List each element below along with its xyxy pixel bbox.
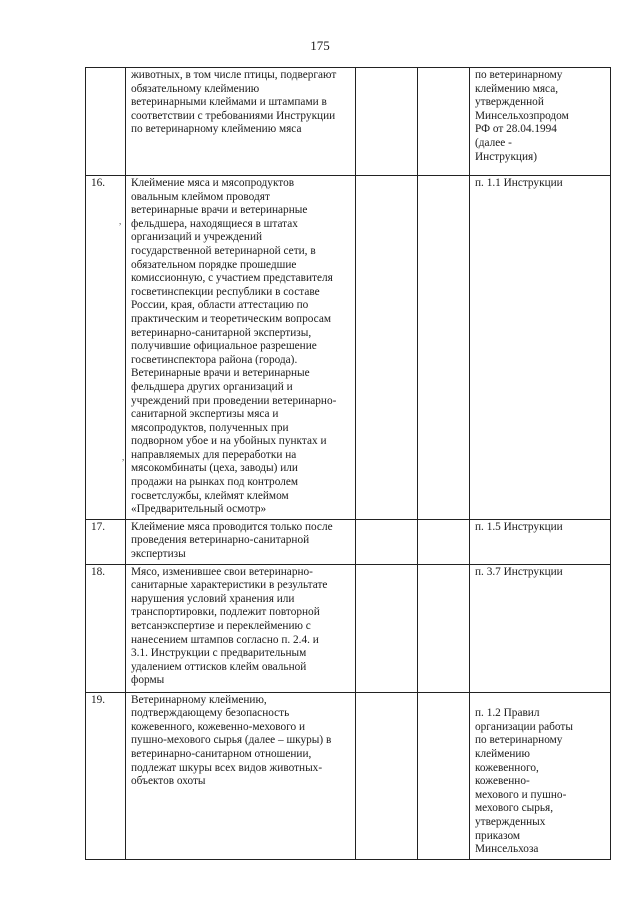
text-line: мясокомбинаты (цеха, заводы) или <box>131 462 298 475</box>
table-row <box>86 564 611 692</box>
text-line: обязательному клеймению <box>131 82 260 95</box>
requirement-text <box>126 68 356 176</box>
reference-line: п. 1.1 Инструкции <box>475 177 563 189</box>
text-line: фельдшера, находящиеся в штатах <box>131 217 298 230</box>
text-line: экспертизы <box>131 548 186 561</box>
text-line: госветслужбы, клеймят клеймом <box>131 489 289 502</box>
text-line: нарушения условий хранения или <box>131 592 295 605</box>
reference-line: клеймению <box>475 748 530 760</box>
text-line: соответствии с требованиями Инструкции <box>131 109 336 122</box>
reference-cell <box>470 564 611 692</box>
text-line: подлежат шкуры всех видов животных- <box>131 761 323 774</box>
text-line: комиссионную, с участием представителя <box>131 272 333 285</box>
table-body <box>86 68 611 860</box>
empty-cell <box>356 519 418 564</box>
text-line: Ветеринарному клеймению, <box>131 693 267 706</box>
requirement-text <box>126 519 356 564</box>
reference-line: по ветеринарному <box>475 734 563 747</box>
text-line: проведения ветеринарно-санитарной <box>131 534 310 547</box>
text-line: госветинспектора района (города). <box>131 353 298 366</box>
requirements-table <box>85 67 611 860</box>
text-line: получившие официальное разрешение <box>131 340 317 353</box>
text-line: ветеринарными клеймами и штампами в <box>131 96 327 109</box>
text-line: формы <box>131 674 165 687</box>
reference-line: (далее - <box>475 136 512 149</box>
empty-cell <box>356 564 418 692</box>
text-line: 3.1. Инструкции с предварительным <box>131 647 307 660</box>
text-line: организаций и учреждений <box>131 231 263 244</box>
text-line: Клеймение мяса проводится только после <box>131 520 333 533</box>
text-line: кожевенного, кожевенно-мехового и <box>131 720 306 733</box>
empty-cell <box>418 68 470 176</box>
page-number: 175 <box>310 38 330 53</box>
text-line: нанесением штампов согласно п. 2.4. и <box>131 633 319 646</box>
text-line: транспортировки, подлежит повторной <box>131 606 320 619</box>
reference-line: мехового и пушно- <box>475 788 567 801</box>
reference-line: приказом <box>475 829 521 842</box>
text-line: ветеринарные врачи и ветеринарные <box>131 204 308 217</box>
scan-mark: , <box>119 216 122 226</box>
empty-cell <box>356 176 418 520</box>
text-line: Мясо, изменившее свои ветеринарно- <box>131 565 313 578</box>
scan-mark: , <box>122 452 125 462</box>
text-line: Клеймение мяса и мясопродуктов <box>131 177 295 189</box>
reference-line: по ветеринарному <box>475 69 563 81</box>
text-line: подворном убое и на убойных пунктах и <box>131 435 327 448</box>
table-row <box>86 176 611 520</box>
empty-cell <box>418 564 470 692</box>
row-number <box>86 68 126 176</box>
text-line: мясопродуктов, полученных при <box>131 421 289 434</box>
text-line: по ветеринарному клеймению мяса <box>131 123 302 136</box>
reference-line: кожевенного, <box>475 761 539 774</box>
reference-line <box>475 694 605 708</box>
text-line: удалением оттисков клейм овальной <box>131 660 307 673</box>
text-line: ветеринарно-санитарном отношении, <box>131 748 312 760</box>
reference-cell <box>470 519 611 564</box>
table-row <box>86 692 611 859</box>
reference-line: п. 3.7 Инструкции <box>475 565 563 578</box>
reference-line: утвержденной <box>475 96 544 109</box>
reference-cell <box>470 692 611 859</box>
requirement-text <box>126 692 356 859</box>
text-line: Ветеринарные врачи и ветеринарные <box>131 367 310 380</box>
reference-line: Минсельхоза <box>475 843 539 856</box>
text-line: санитарные характеристики в результате <box>131 579 328 592</box>
text-line: «Предварительный осмотр» <box>131 503 267 516</box>
reference-cell <box>470 68 611 176</box>
text-line: России, края, области аттестацию по <box>131 299 309 312</box>
row-number: 17. <box>86 519 126 564</box>
text-line: государственной ветеринарной сети, в <box>131 244 316 257</box>
text-line: учреждений при проведении ветеринарно- <box>131 394 337 407</box>
reference-line: РФ от 28.04.1994 <box>475 123 557 136</box>
empty-cell <box>418 519 470 564</box>
empty-cell <box>356 692 418 859</box>
reference-line: кожевенно- <box>475 775 530 788</box>
reference-line: клеймению мяса, <box>475 82 559 95</box>
text-line: животных, в том числе птицы, подвергают <box>131 69 337 81</box>
text-line: ветеринарно-санитарной экспертизы, <box>131 326 312 339</box>
text-line: пушно-мехового сырья (далее – шкуры) в <box>131 734 332 747</box>
empty-cell <box>356 68 418 176</box>
empty-cell <box>418 692 470 859</box>
table-row <box>86 68 611 176</box>
reference-line: мехового сырья, <box>475 802 554 815</box>
requirement-text <box>126 176 356 520</box>
reference-line: утвержденных <box>475 815 546 828</box>
reference-line: Инструкция) <box>475 150 537 163</box>
empty-cell <box>418 176 470 520</box>
text-line: продажи на рынках под контролем <box>131 476 298 489</box>
text-line: госветинспекции республики в составе <box>131 285 320 298</box>
table-row <box>86 519 611 564</box>
row-number: 18. <box>86 564 126 692</box>
text-line: санитарной экспертизы мяса и <box>131 408 279 421</box>
row-number: 16. <box>86 176 126 520</box>
text-line: обязательном порядке прошедшие <box>131 258 297 271</box>
text-line: объектов охоты <box>131 775 206 788</box>
text-line: практическим и теоретическим вопросам <box>131 312 331 325</box>
reference-cell <box>470 176 611 520</box>
text-line: подтверждающему безопасность <box>131 707 290 720</box>
requirement-text <box>126 564 356 692</box>
row-number: 19. <box>86 692 126 859</box>
text-line: фельдшера других организаций и <box>131 380 293 393</box>
reference-line: организации работы <box>475 720 573 733</box>
text-line: овальным клеймом проводят <box>131 190 270 203</box>
reference-line: п. 1.5 Инструкции <box>475 520 563 533</box>
reference-line: п. 1.2 Правил <box>475 707 540 720</box>
text-line: направляемых для переработки на <box>131 448 297 461</box>
text-line: ветсанэкспертизе и переклеймению с <box>131 620 311 632</box>
reference-line: Минсельхозпродом <box>475 109 569 122</box>
